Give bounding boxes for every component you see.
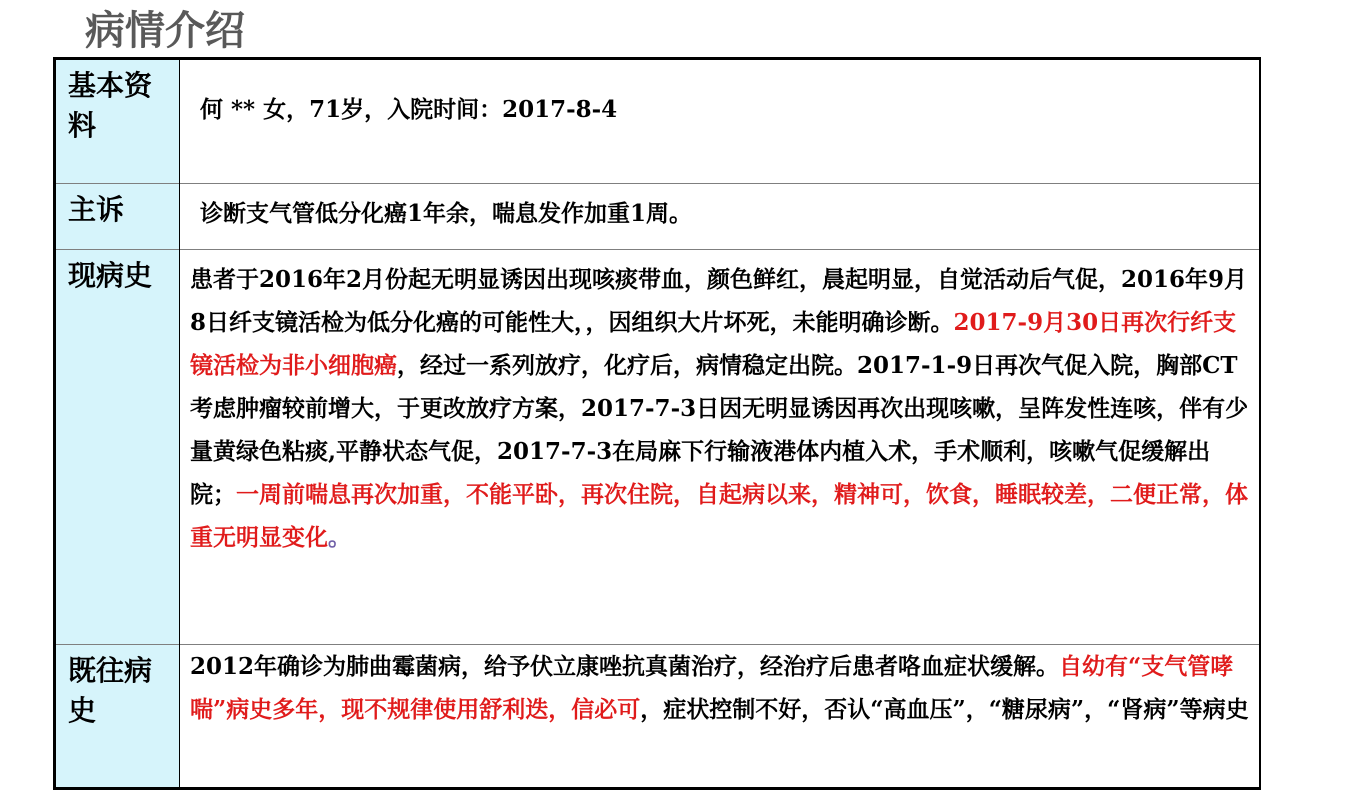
value-basic-info: 何 ** 女，71岁，入院时间：2017-8-4 [200, 96, 618, 123]
label-basic-info: 基本资料 [55, 59, 180, 184]
present-illness-text-1: 患者于2016年2月份起无明显诱因出现咳痰带血，颜色鲜红，晨起明显，自觉活动后气促，2016年9月8日纤支镜活检为低分化癌的可能性大，，因组织大片坏死，未能明确诊断。 [190, 266, 1248, 336]
medical-history-table [53, 57, 1261, 790]
past-history-highlight-asthma: 自幼有“支气管哮喘”病史多年，现不规律使用舒利迭，信必可 [190, 653, 1234, 723]
value-present-illness [180, 250, 1261, 645]
value-chief-complaint: 诊断支气管低分化癌1年余，喘息发作加重1周。 [180, 184, 1261, 250]
value-past-history [180, 645, 1261, 789]
label-present-illness: 现病史 [55, 250, 180, 645]
label-past-history: 既往病史 [55, 645, 180, 789]
present-illness-text-2: ，经过一系列放疗，化疗后，病情稳定出院。2017-1-9日再次气促入院，胸部CT考虑肿瘤较前增大，于更改放疗方案，2017-7-3日因无明显诱因再次出现咳嗽，呈阵发性连咳，伴有少量黄绿色粘痰,平静状态气促，2017-7-3在局麻下行输液港体内植入术，手术顺利，咳嗽气促缓解出院； [190, 352, 1249, 508]
table-row-past-history [55, 645, 1261, 789]
table-row-basic-info [55, 59, 1261, 184]
present-illness-highlight-current: 一周前喘息再次加重，不能平卧，再次住院，自起病以来，精神可，饮食，睡眠较差，二便正常，体重无明显变化 [190, 481, 1248, 551]
table-row-present-illness [55, 250, 1261, 645]
past-history-text-2: ，症状控制不好，否认“高血压”，“糖尿病”，“肾病”等病史 [640, 696, 1249, 723]
table-row-chief-complaint [55, 184, 1261, 250]
present-illness-end-mark: 。 [328, 524, 351, 551]
page-title: 病情介绍 [85, 8, 245, 54]
past-history-text-1: 2012年确诊为肺曲霉菌病，给予伏立康唑抗真菌治疗，经治疗后患者咯血症状缓解。 [190, 653, 1060, 680]
present-illness-highlight-biopsy: 2017-9月30日再次行纤支镜活检为非小细胞癌 [190, 309, 1237, 379]
label-chief-complaint: 主诉 [55, 184, 180, 250]
